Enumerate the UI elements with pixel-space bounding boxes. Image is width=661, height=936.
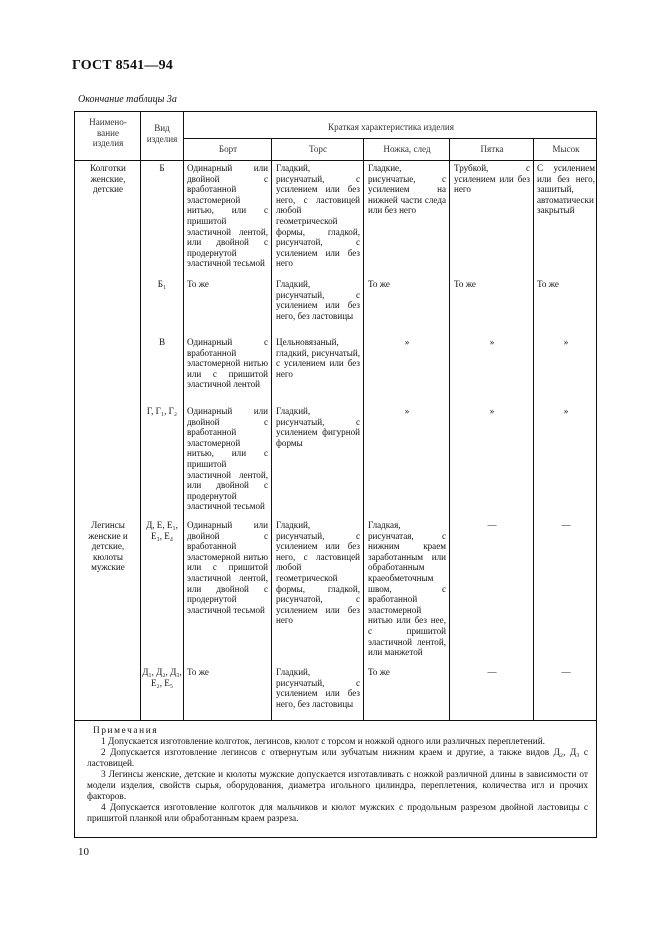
- header-product-name: Наимено- вание изделия: [89, 117, 127, 149]
- header-tors: Торс: [308, 144, 327, 154]
- nozhka-cell: То же: [368, 279, 390, 289]
- tors-cell: Цельновязаный, гладкий, рисунчатый, с усилением или без него: [276, 337, 360, 379]
- mysok-cell: С усилением или без него, зашитый, автоматически закрытый: [537, 163, 595, 216]
- nozhka-cell: »: [404, 406, 410, 416]
- table-notes: [87, 726, 588, 825]
- tors-cell: Гладкий, рисунчатый, с усилением или без него, без ластовицы: [276, 279, 360, 321]
- type-cell: Б₁: [157, 279, 167, 289]
- type-cell: Д₁, Д₂, Д₃, Е₂, Е₅: [142, 667, 182, 688]
- mysok-cell: »: [563, 406, 569, 416]
- type-cell: Г, Г₁, Г₂: [146, 406, 178, 416]
- pyatka-cell: »: [489, 406, 495, 416]
- pyatka-cell: »: [489, 337, 495, 347]
- header-characteristics-group: Краткая характеристика изделия: [328, 122, 454, 132]
- bort-cell: Одинарный с вработанной эластомерной нитью или с пришитой эластичной лентой: [187, 337, 268, 390]
- header-product-type: Вид изделия: [146, 123, 178, 144]
- bort-cell: То же: [187, 279, 209, 289]
- nozhka-cell: Гладкая, рисунчатая, с нижним краем заработанным или обработанным краеобметочным швом, с вработанной эластомерной нитью или без нее, с пришитой эластичной лентой, или манжетой: [368, 520, 446, 658]
- note-item: 4 Допускается изготовление колготок для мальчиков и кюлот мужских с продольным разрезом двойной ластовицы с пришитой планкой или обработанным краем разреза.: [87, 802, 588, 824]
- table-caption: Окончание таблицы 3а: [78, 94, 177, 105]
- pyatka-cell: —: [487, 667, 497, 677]
- nozhka-cell: Гладкие, рисунчатые, с усилением на нижней части следа или без него: [368, 163, 446, 216]
- bort-cell: То же: [187, 667, 209, 677]
- mysok-cell: То же: [537, 279, 559, 289]
- type-cell: Б: [159, 163, 165, 173]
- group-name-leggings: Легинсы женские и детские, кюлоты мужские: [88, 520, 128, 573]
- page-number: 10: [78, 846, 89, 858]
- tors-cell: Гладкий, рисунчатый, с усилением фигурной формы: [276, 406, 360, 448]
- header-nozhka: Ножка, след: [383, 144, 431, 154]
- header-mysok: Мысок: [552, 144, 580, 154]
- pyatka-cell: Трубкой, с усилением или без него: [454, 163, 530, 195]
- bort-cell: Одинарный или двойной с вработанной эластомерной нитью, или с пришитой эластичной лентой, или двойной с продернутой эластичной тесьмой: [187, 406, 268, 512]
- header-bort: Борт: [218, 144, 238, 154]
- type-cell: В: [158, 337, 166, 347]
- header-pyatka: Пятка: [480, 144, 504, 154]
- bort-cell: Одинарный или двойной с вработанной эластомерной нитью или с пришитой эластичной лентой, или двойной с продернутой эластичной тесьмой: [187, 520, 268, 615]
- document-title: ГОСТ 8541—94: [72, 58, 173, 73]
- group-name-tights: Колготки женские, детские: [90, 163, 126, 195]
- note-item: 3 Легинсы женские, детские и кюлоты мужские допускается изготавливать с ножкой различной длины в зависимости от модели изделия, свойств сырья, оборудования, диаметра игольного цилиндра, переплетения, количества игл и прочих факторов.: [87, 769, 588, 802]
- nozhka-cell: То же: [368, 667, 390, 677]
- mysok-cell: —: [561, 667, 571, 677]
- tors-cell: Гладкий, рисунчатый, с усилением или без него, без ластовицы: [276, 667, 360, 709]
- tors-cell: Гладкий, рисунчатый, с усилением или без него, с ластовицей любой геометрической формы, гладкой, рисунчатой, с усилением или без него: [276, 163, 360, 269]
- pyatka-cell: —: [487, 520, 497, 530]
- note-item: 1 Допускается изготовление колготок, легинсов, кюлот с торсом и ножкой одного или различных переплетений.: [101, 736, 546, 747]
- tors-cell: Гладкий, рисунчатый, с усилением или без него, с ластовицей любой геометрической формы, гладкой, рисунчатой, с усилением или без него: [276, 520, 360, 626]
- mysok-cell: —: [561, 520, 571, 530]
- nozhka-cell: »: [404, 337, 410, 347]
- notes-heading: Примечания: [93, 726, 159, 736]
- mysok-cell: »: [563, 337, 569, 347]
- note-item: 2 Допускается изготовление легинсов с отвернутым или зубчатым нижним краем и другие, а также видов Д₂, Д₃ с ластовицей.: [87, 747, 588, 769]
- table-frame: [74, 111, 597, 838]
- type-cell: Д, Е, Е₁, Е₃, Е₄: [146, 520, 178, 541]
- bort-cell: Одинарный или двойной с вработанной эластомерной нитью, или с пришитой эластичной лентой, или двойной с продернутой эластичной тесьмой: [187, 163, 268, 269]
- pyatka-cell: То же: [454, 279, 476, 289]
